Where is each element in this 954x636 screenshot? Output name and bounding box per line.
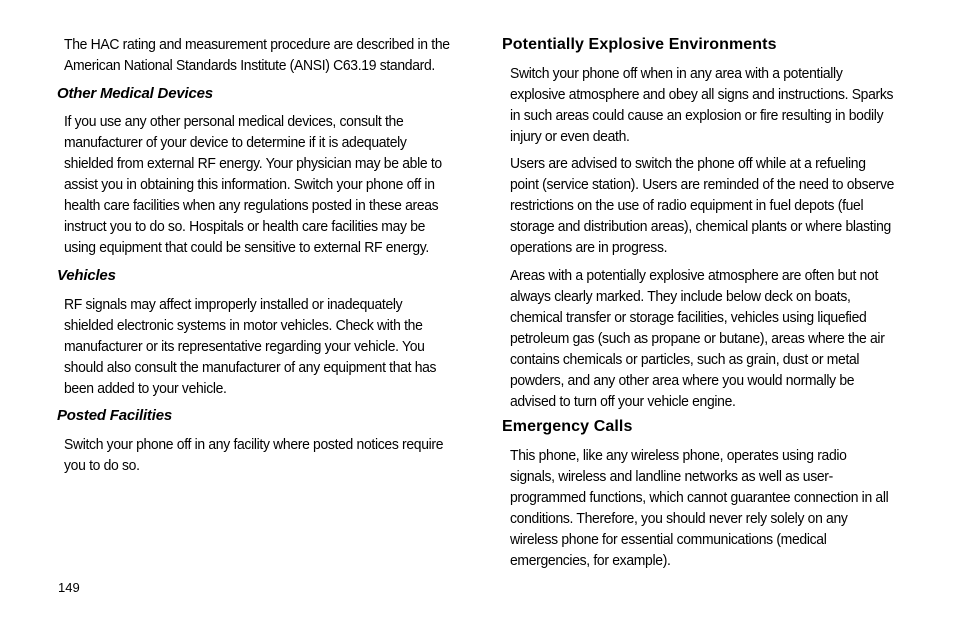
vehicles-heading: Vehicles	[57, 267, 116, 284]
other-medical-devices-paragraph	[64, 111, 442, 258]
text-line: point (service station). Users are reminded of the need to observe	[510, 176, 895, 193]
page-number: 149	[58, 580, 80, 595]
text-line: using equipment that could be sensitive to external RF energy.	[64, 239, 429, 256]
text-line: manufacturer or its representative regarding your vehicle. You	[64, 338, 425, 355]
text-line: operations are in progress.	[510, 239, 668, 256]
text-line: signals, wireless and landline networks as well as user-	[510, 468, 833, 485]
hac-intro-paragraph	[64, 34, 450, 76]
other-medical-devices-heading: Other Medical Devices	[57, 85, 213, 102]
text-line: shielded electronic systems in motor vehicles. Check with the	[64, 317, 423, 334]
text-line: in such areas could cause an explosion or fire resulting in bodily	[510, 107, 884, 124]
text-line: always clearly marked. They include below deck on boats,	[510, 288, 851, 305]
explosive-paragraph-1	[510, 63, 893, 147]
text-line: health care facilities when any regulations posted in these areas	[64, 197, 439, 214]
text-line: wireless phone for essential communications (medical	[510, 531, 827, 548]
text-line: chemical transfer or storage facilities, vehicles using liquefied	[510, 309, 867, 326]
emergency-calls-paragraph	[510, 445, 888, 571]
explosive-paragraph-3	[510, 265, 885, 412]
text-line: explosive atmosphere and obey all signs and instructions. Sparks	[510, 86, 894, 103]
emergency-calls-heading: Emergency Calls	[502, 418, 633, 435]
text-line: Areas with a potentially explosive atmosphere are often but not	[510, 267, 879, 284]
potentially-explosive-environments-heading: Potentially Explosive Environments	[502, 36, 777, 53]
text-line: injury or even death.	[510, 128, 630, 145]
text-line: RF signals may affect improperly installed or inadequately	[64, 296, 403, 313]
text-line: conditions. Therefore, you should never rely solely on any	[510, 510, 848, 527]
text-line: programmed functions, which cannot guarantee connection in all	[510, 489, 889, 506]
text-line: American National Standards Institute (ANSI) C63.19 standard.	[64, 57, 435, 74]
text-line: powders, and any other area where you would normally be	[510, 372, 855, 389]
text-line: storage and distribution areas), chemical plants or where blasting	[510, 218, 891, 235]
text-line: petroleum gas (such as propane or butane), areas where the air	[510, 330, 885, 347]
text-line: contains chemicals or particles, such as grain, dust or metal	[510, 351, 860, 368]
text-line: been added to your vehicle.	[64, 380, 227, 397]
text-line: emergencies, for example).	[510, 552, 671, 569]
text-line: assist you in obtaining this information. Switch your phone off in	[64, 176, 435, 193]
text-line: Users are advised to switch the phone off while at a refueling	[510, 155, 866, 172]
text-line: restrictions on the use of radio equipment in fuel depots (fuel	[510, 197, 864, 214]
text-line: should also consult the manufacturer of any equipment that has	[64, 359, 437, 376]
text-line: instruct you to do so. Hospitals or health care facilities may be	[64, 218, 426, 235]
text-line: If you use any other personal medical devices, consult the	[64, 113, 404, 130]
text-line: The HAC rating and measurement procedure are described in the	[64, 36, 450, 53]
text-line: manufacturer of your device to determine if it is adequately	[64, 134, 407, 151]
posted-facilities-heading: Posted Facilities	[57, 407, 172, 424]
posted-facilities-paragraph	[64, 434, 443, 476]
explosive-paragraph-2	[510, 153, 894, 258]
text-line: you to do so.	[64, 457, 140, 474]
text-line: Switch your phone off when in any area with a potentially	[510, 65, 843, 82]
text-line: advised to turn off your vehicle engine.	[510, 393, 736, 410]
text-line: shielded from external RF energy. Your physician may be able to	[64, 155, 442, 172]
text-line: This phone, like any wireless phone, operates using radio	[510, 447, 847, 464]
vehicles-paragraph	[64, 294, 436, 399]
text-line: Switch your phone off in any facility where posted notices require	[64, 436, 444, 453]
